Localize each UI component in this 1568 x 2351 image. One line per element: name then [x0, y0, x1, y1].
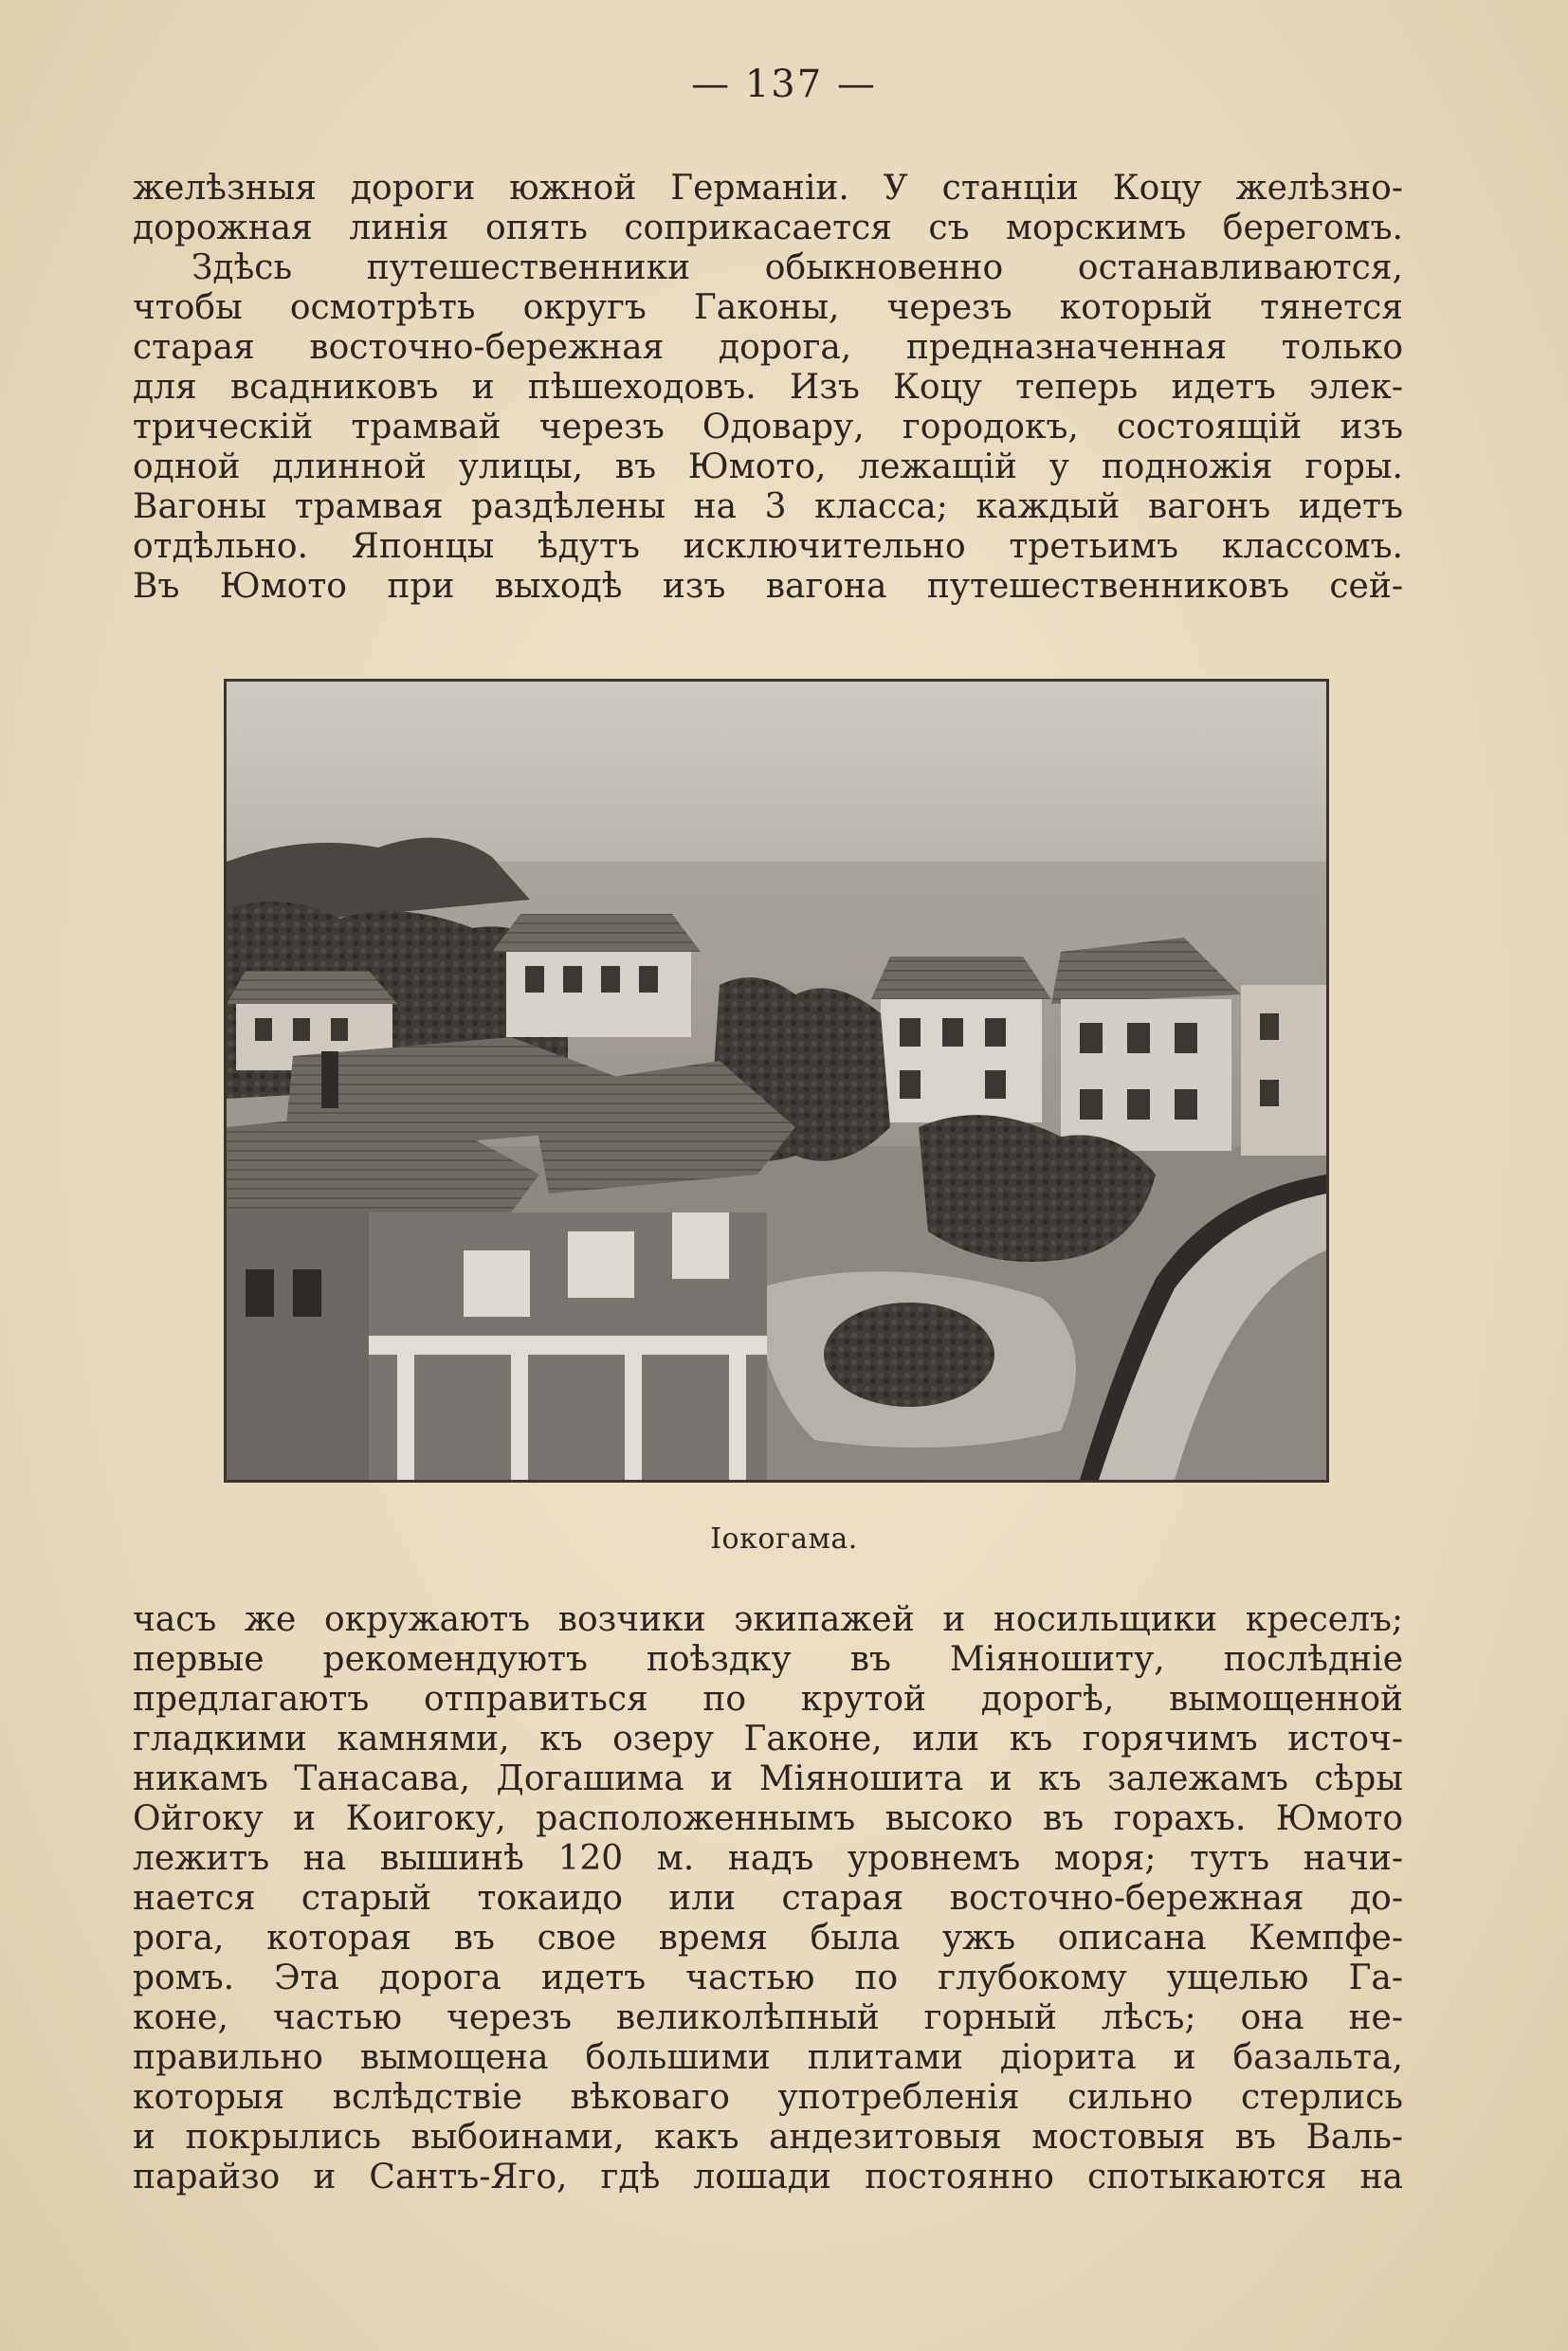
bottom-paragraph — [133, 1600, 1403, 2197]
page-number: — 137 — — [691, 63, 877, 106]
text-line: часъ же окружаютъ возчики экипажей и носильщики креселъ; — [133, 1600, 1403, 1639]
text-line: которыя вслѣдствіе вѣковаго употребленія сильно стерлись — [133, 2078, 1403, 2117]
figure-caption: Іокогама. — [710, 1522, 858, 1556]
house — [1051, 938, 1241, 1151]
text-line: никамъ Танасава, Догашима и Міяношита и къ залежамъ сѣры — [133, 1759, 1403, 1798]
text-line: лежитъ на вышинѣ 120 м. надъ уровнемъ моря; тутъ начи- — [133, 1839, 1403, 1878]
text-line: парайзо и Сантъ-Яго, гдѣ лошади постоянно спотыкаются на — [133, 2158, 1403, 2196]
house — [1241, 985, 1326, 1156]
text-line: правильно вымощена большими плитами діорита и базальта, — [133, 2038, 1403, 2077]
house — [227, 1037, 795, 1480]
top-paragraph — [133, 169, 1403, 607]
text-line: гладкими камнями, къ озеру Гаконе, или къ горячимъ источ- — [133, 1720, 1403, 1759]
sky — [227, 682, 1326, 871]
text-line: дорожная линія опять соприкасается съ морскимъ берегомъ. — [133, 209, 1403, 247]
yokohama-photograph — [224, 679, 1329, 1483]
text-line: коне, частью черезъ великолѣпный горный лѣсъ; она не- — [133, 1998, 1403, 2037]
text-line: чтобы осмотрѣть округъ Гаконы, черезъ который тянется — [133, 288, 1403, 327]
house — [492, 914, 701, 1037]
text-line: нается старый токаидо или старая восточно-бережная до- — [133, 1879, 1403, 1918]
text-line: ромъ. Эта дорога идетъ частью по глубокому ущелью Га- — [133, 1959, 1403, 1997]
text-line: Вагоны трамвая раздѣлены на 3 класса; каждый вагонъ идетъ — [133, 487, 1403, 526]
text-line: одной длинной улицы, въ Юмото, лежащій у подножія горы. — [133, 447, 1403, 486]
shrub — [824, 1303, 994, 1407]
text-line: желѣзныя дороги южной Германіи. У станціи Коцу желѣзно- — [133, 169, 1403, 208]
text-line: старая восточно-бережная дорога, предназначенная только — [133, 328, 1403, 367]
text-line: предлагаютъ отправиться по крутой дорогѣ, вымощенной — [133, 1680, 1403, 1719]
text-line: Здѣсь путешественники обыкновенно останавливаются, — [191, 248, 1403, 287]
text-line: Въ Юмото при выходѣ изъ вагона путешественниковъ сей- — [133, 567, 1403, 606]
text-line: и покрылись выбоинами, какъ андезитовыя мостовыя въ Валь- — [133, 2118, 1403, 2157]
house — [871, 957, 1051, 1122]
text-line: трическій трамвай черезъ Одовару, городокъ, состоящій изъ — [133, 408, 1403, 447]
text-line: рога, которая въ свое время была ужъ описана Кемпфе- — [133, 1919, 1403, 1958]
text-line: отдѣльно. Японцы ѣдутъ исключительно третьимъ классомъ. — [133, 527, 1403, 566]
text-line: для всадниковъ и пѣшеходовъ. Изъ Коцу теперь идетъ элек- — [133, 368, 1403, 407]
text-line: Ойгоку и Коигоку, расположеннымъ высоко въ горахъ. Юмото — [133, 1799, 1403, 1838]
text-line: первые рекомендуютъ поѣздку въ Міяношиту, послѣдніе — [133, 1640, 1403, 1679]
